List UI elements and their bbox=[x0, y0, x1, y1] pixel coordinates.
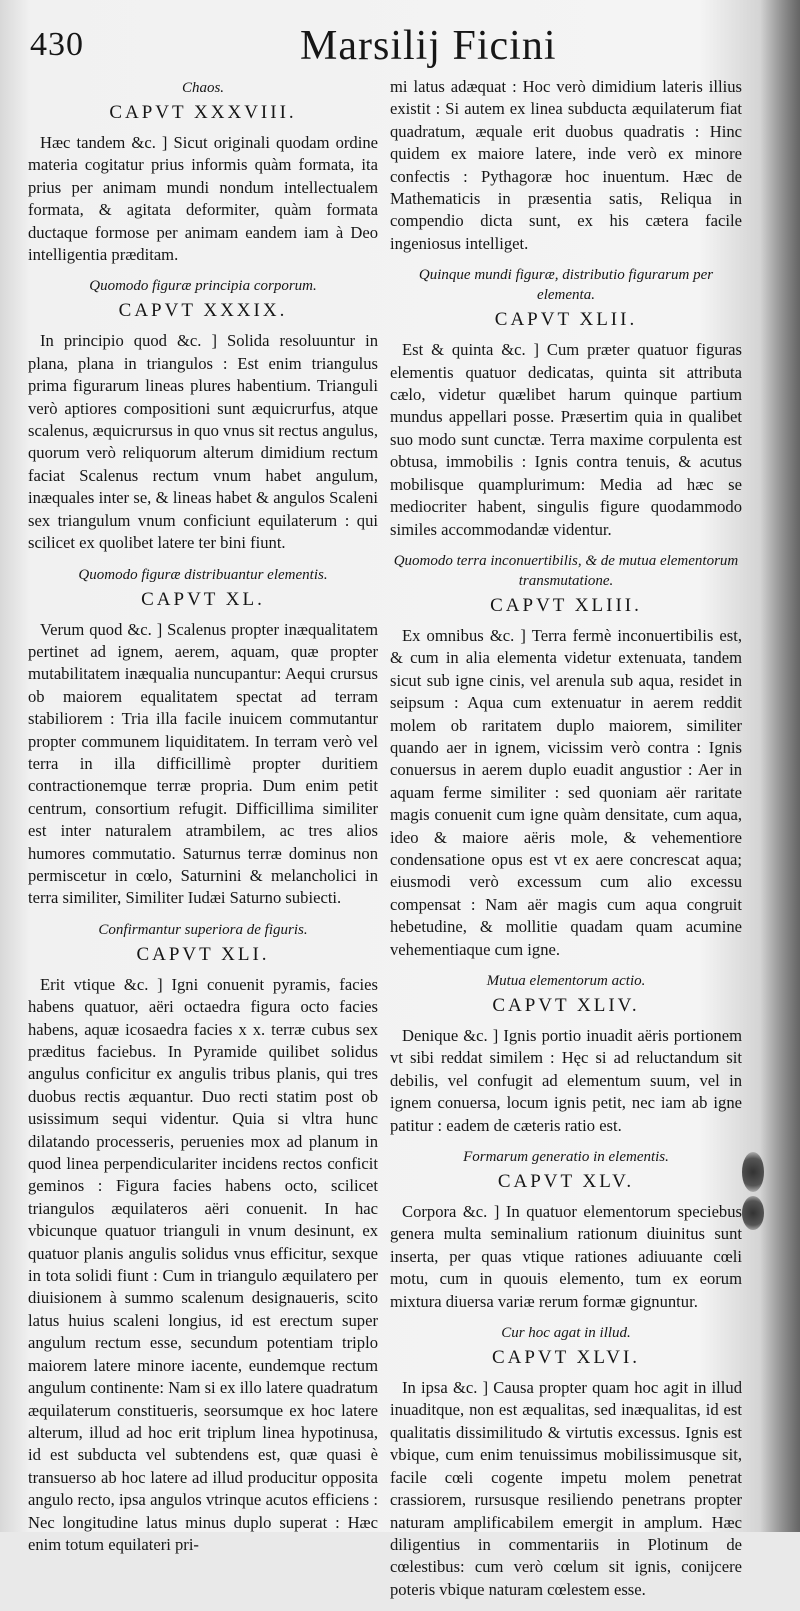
section-text: In principio quod &c. ] Solida resoluuntur in plana, plana in triangulos : Est enim triangulus prima figurarum lineas plures habentium. Trianguli verò aptiores compositioni sunt æquicrurfus, atque scalenus, æquicrursus in quo vnus sit rectus angulus, quorum verò reliquorum alterum dimidium rectum faciat Scalenus rectum vnum habet angulum, inæquales inter se, & lineas habet & angulos Scaleni sex triangulum vnum conficiunt equilaterum : qui scilicet ex quolibet latere ter bini fiunt. bbox=[28, 331, 378, 553]
section-title: Chaos. bbox=[181, 80, 225, 96]
chapter-heading: CAPVT XLIII. bbox=[490, 594, 642, 616]
left-column bbox=[28, 76, 378, 1566]
section-title: Quomodo terra inconuertibilis, & de mutua elementorum transmutatione. bbox=[393, 552, 739, 589]
section-text: mi latus adæquat : Hoc verò dimidium lateris illius existit : Si autem ex linea subducta æquilaterum fiat quadratum, æquale erit duobus quadratis : Hinc quidem ex maiore latere, inde verò ex minore confectis : Pythagoræ hoc inuentum. Hæc de Mathematicis in præsentia satis, Reliqua in compendio dicta sunt, ex his cætera facile ingeniosus intelliget. bbox=[390, 77, 742, 253]
section-text: In ipsa &c. ] Causa propter quam hoc agit in illud inuaditque, non est æqualitas, sed inæqualitas, id est qualitatis dissimilitudo & virtutis excessus. Ignis est vbique, cum enim tenuissimus mobilissimusque sit, facile cœli cogente impetu molem penetrat crassiorem, rursusque resiliendo penetrans propter naturam amplificabilem emergit in amplum. Hæc diligentius in commentariis in Plotinum de cœlestibus: cum verò cœlum sit ignis, conijcere poteris vbique naturam cœlestem esse. bbox=[390, 1378, 742, 1599]
section-40 bbox=[28, 565, 378, 910]
section-45 bbox=[390, 1147, 742, 1313]
section-41 bbox=[28, 920, 378, 1557]
page-edge-shadow bbox=[760, 0, 800, 1532]
page-header bbox=[30, 22, 770, 74]
section-39 bbox=[28, 276, 378, 554]
section-title: Confirmantur superiora de figuris. bbox=[98, 921, 308, 938]
section-43 bbox=[390, 551, 742, 961]
chapter-heading: CAPVT XL. bbox=[141, 588, 265, 610]
chapter-heading: CAPVT XXXVIII. bbox=[109, 102, 297, 123]
section-title: Quinque mundi figuræ, distributio figurarum per elementa. bbox=[418, 267, 714, 304]
section-44 bbox=[390, 971, 742, 1137]
chapter-heading: CAPVT XXXIX. bbox=[118, 300, 288, 322]
chapter-heading: CAPVT XLII. bbox=[494, 309, 638, 331]
section-38 bbox=[28, 78, 378, 266]
chapter-heading: CAPVT XLV. bbox=[497, 1171, 635, 1193]
section-title: Quomodo figuræ principia corporum. bbox=[89, 278, 317, 295]
right-column bbox=[390, 76, 742, 1611]
section-text: Est & quinta &c. ] Cum præter quatuor figuras elementis quatuor dedicatas, quinta sit attributa cælo, videtur quælibet harum quinque partium mundus appellari posse. Præsertim quia in qualibet suo modo sunt cunctæ. Terra maxime corpulenta est obtusa, immobilis : Ignis contra tenuis, & acutus mobilisque quamplurimum: Media ad hæc se mediocriter habent, singulis figure quodammodo similes accommodandæ videntur. bbox=[390, 340, 742, 539]
section-title: Cur hoc agat in illud. bbox=[501, 1325, 631, 1342]
page-number: 430 bbox=[30, 26, 84, 63]
section-46 bbox=[390, 1323, 742, 1601]
ink-stain-mark bbox=[742, 1152, 764, 1192]
chapter-heading: CAPVT XLIV. bbox=[492, 995, 640, 1016]
section-text: Denique &c. ] Ignis portio inuadit aëris portionem vt sibi reddat similem : Hęc si ad reluctandum sit debilis, vel confugit ad elementum suum, vel in ignem conuersa, locum ignis petit, nec iam ab igne patitur : eadem de cæteris ratio est. bbox=[390, 1026, 742, 1135]
section-title: Formarum generatio in elementis. bbox=[463, 1149, 669, 1166]
chapter-heading: CAPVT XLI. bbox=[136, 943, 270, 965]
chapter-heading: CAPVT XLVI. bbox=[491, 1347, 641, 1369]
section-text: Ex omnibus &c. ] Terra fermè inconuertibilis est, & cum in alia elementa videtur extenuata, tandem sicut sub igne cinis, vel arenula sub aqua, residet in seipsum : Aqua cum extenuatur in aerem reddit molem ob raritatem duplo maiorem, similiter quando aer in ignem, vicissim verò contra : Ignis conuersus in aerem duplo euadit angustior : Aer in aquam ferme similiter : sed quoniam aër raritate magis conuenit cum igne quàm densitate, cum aqua, ideo & maiore aëris mole, & vehementiore condensatione opus est vt ex aere concrescat aqua; eiusmodi verò excessum cum alio excessu compensat : Nam aër magis cum aqua congruit hebetudine, & mollitie quadam quam acumine vehementiaque cum igne. bbox=[390, 625, 742, 959]
section-text: Verum quod &c. ] Scalenus propter inæqualitatem pertinet ad ignem, aerem, aquam, quæ propter mutabilitatem inæqualia nuncupantur: Aequi crursus ob maiorem equalitatem spectat ad terram stabiliorem : Tria illa facile inuicem commutantur propter communem liquiditatem. In terram verò vel terra in illa difficillimè propter duritiem contractionemque terræ propria. Dum enim petit centrum, consortium refugit. Difficillima similiter est inter naturalem atrambilem, ac tres alios humores commutatio. Saturnus terræ dominus non permiscetur in cœlo, Saturnini & melancholici in terra similiter, Similiter Iudæi Saturno subiecti. bbox=[28, 619, 378, 908]
section-text: Corpora &c. ] In quatuor elementorum speciebus genera multa seminalium rationum diuinitus sunt inserta, per quas vtique rationes adiuuante cœli motu, cum in quouis elemento, tum ex eorum mixtura diuersa variæ rerum formæ gignuntur. bbox=[390, 1202, 742, 1311]
section-title: Quomodo figuræ distribuantur elementis. bbox=[78, 566, 328, 583]
section-41-continued bbox=[390, 76, 742, 255]
section-text: Hæc tandem &c. ] Sicut originali quodam ordine materia cogitatur prius informis quàm formata, ita prius per animam mundi nondum intellectualem formata, & agitata deformiter, quàm formata ductaque formose per animam eandem iam à Deo intelligentia præditam. bbox=[28, 133, 378, 265]
section-text: Erit vtique &c. ] Igni conuenit pyramis, facies habens quatuor, aëri octaedra figura octo facies habens, aquæ icosaedra facies x x. terræ cubus sex præditus faciebus. In Pyramide quilibet solidus angulus conficitur ex angulis tribus planis, qui tres duobus rectis æquantur. Duo recti statim post ob usissimum sequi videntur. Quia si vltra hunc dilatando processeris, peruenies mox ad planum in quod linea perpendiculariter incidens rectos conficit geminos : Figura facies habens octo, scilicet triangulos æquilateros aëri conuenit. In hac vbicunque quatuor trianguli in vnum desinunt, ex quatuor planis angulis solidus vnus efficitur, sexque in tota solidi fiunt : Cum in triangulo æquilatero per diuisionem à summo scalenum designaueris, scito latus huius scaleni longius, id est erectum super angulum rectum esse, secundum potentiam triplo maiorem latere minore iacente, eundemque rectum angulum continente: Nam si ex illo latere quadratum æquilaterum constitueris, seorsumque ex hoc latere alterum, illud ad hoc erit triplum linea hypotinusa, id est subducta vel subtendens est, quæ quasi è transuerso ab hoc latere ad illud producitur opposita angulo recto, ipsa angulos vtrinque acutos efficiens : Nec longitudine latus minus duplo superat : Hæc enim totum equilateri pri- bbox=[28, 974, 378, 1554]
running-head: Marsilij Ficini bbox=[300, 23, 557, 69]
section-title: Mutua elementorum actio. bbox=[486, 973, 646, 989]
ink-stain-mark bbox=[742, 1196, 764, 1230]
section-42 bbox=[390, 265, 742, 541]
